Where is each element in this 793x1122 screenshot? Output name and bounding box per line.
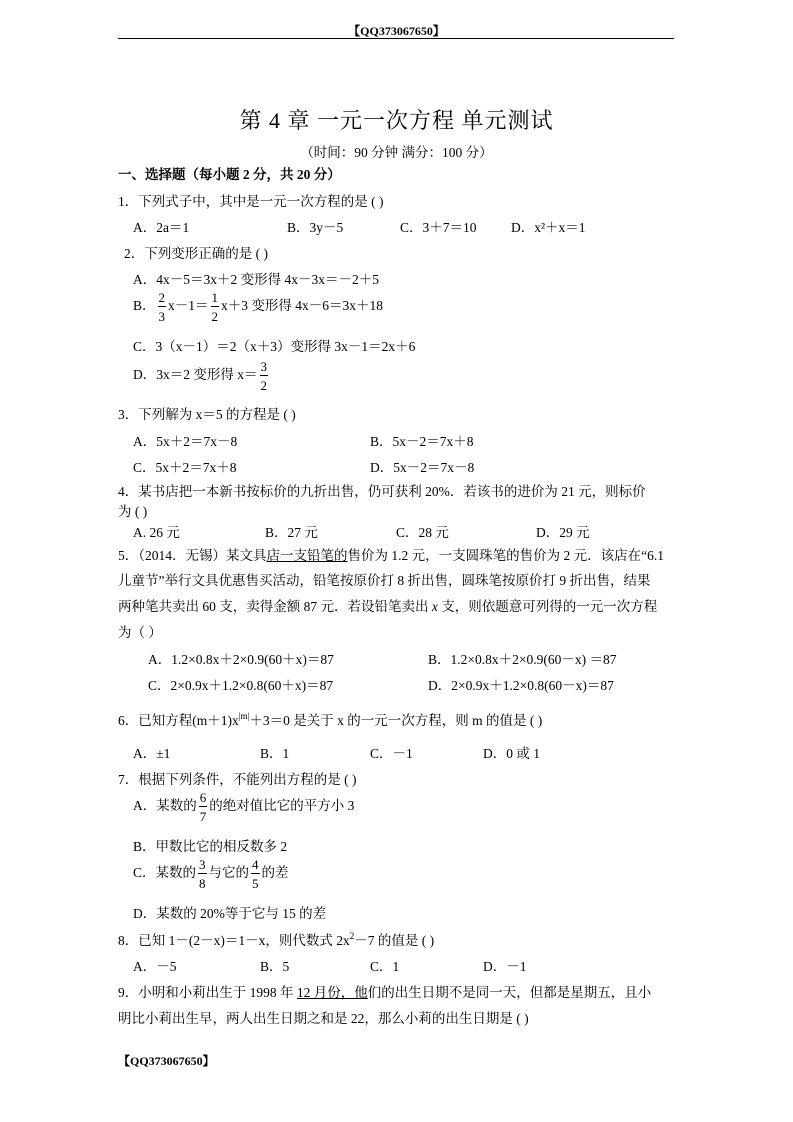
q2-option-b (133, 291, 383, 323)
question-8-stem (118, 929, 434, 949)
denominator: 3 (158, 309, 166, 324)
q9-stem-post: 们的出生日期不是同一天，但都是星期五，且小 (367, 985, 652, 1000)
question-5-stem-line-3 (118, 595, 657, 615)
q3-option-d: D．5x－2＝7x－8 (370, 460, 475, 475)
denominator: 2 (260, 378, 267, 393)
fraction (158, 291, 167, 323)
q3-option-b: B．5x－2＝7x＋8 (370, 434, 474, 449)
q8-option-a: A．－5 (133, 959, 177, 974)
header-divider (118, 38, 674, 39)
numerator: 3 (260, 359, 267, 374)
numerator: 2 (158, 290, 166, 305)
q5-option-c: C．2×0.9x＋1.2×0.8(60＋x)＝87 (148, 678, 334, 693)
q1-option-a: A．2a＝1 (133, 220, 190, 235)
fraction (251, 858, 260, 890)
fraction (199, 791, 208, 823)
q8-exponent: 2 (349, 931, 355, 941)
denominator: 2 (211, 309, 219, 324)
q2-option-d (133, 360, 270, 392)
q2-option-b-label: B． (133, 298, 156, 314)
question-5-stem-line-2: 儿童节”举行文具优惠售买活动，铅笔按原价打 8 折出售，圆珠笔按原价打 9 折出售，结果 (118, 573, 651, 588)
fraction (198, 858, 207, 890)
q9-stem-underlined: 12 月份，他 (296, 985, 368, 1000)
q5-line3-post: 支，则依题意可列得的一元一次方程 (437, 599, 658, 614)
q6-stem-pre: 6．已知方程(m＋1)x (118, 713, 239, 728)
exam-info: （时间：90 分钟 满分：100 分） (300, 145, 493, 160)
q6-stem-post: ＋3＝0 是关于 x 的一元一次方程，则 m 的值是 ( ) (249, 713, 543, 728)
numerator: 1 (211, 290, 219, 305)
q7-c-post: 的差 (261, 865, 289, 881)
q6-option-c: C．－1 (370, 746, 413, 761)
fraction (211, 291, 220, 323)
q4-option-a: A. 26 元 (133, 525, 180, 540)
q8-option-d: D．－1 (483, 959, 527, 974)
q8-stem-pre: 8．已知 1－(2－x)＝1－x，则代数式 2x (118, 933, 350, 948)
question-4-stem-line-2: 为 ( ) (118, 504, 148, 519)
q4-option-d: D．29 元 (536, 525, 590, 540)
q5-stem-post: 售价为 1.2 元，一支圆珠笔的售价为 2 元．该店在“6.1 (347, 548, 664, 563)
question-9-stem-line-1 (118, 981, 651, 1001)
page-footer: 【QQ373067650】 (118, 1054, 215, 1068)
q7-option-a (133, 791, 354, 823)
q2-option-b-tail: x＋3 变形得 4x－6＝3x＋18 (221, 298, 384, 314)
q8-option-b: B．5 (260, 959, 290, 974)
q7-option-d: D．某数的 20%等于它与 15 的差 (133, 906, 327, 921)
q5-stem-underlined: 店一支铅笔的 (266, 548, 348, 563)
q8-stem-post: －7 的值是 ( ) (354, 933, 435, 948)
q1-option-d: D．x²＋x＝1 (511, 220, 586, 235)
q7-c-pre: C．某数的 (133, 865, 197, 881)
q5-option-b: B．1.2×0.8x＋2×0.9(60－x) ＝87 (428, 652, 617, 667)
q1-option-c: C．3＋7＝10 (400, 220, 477, 235)
q5-stem-pre: 5．（2014．无锡）某文具 (118, 548, 267, 563)
q7-a-post: 的绝对值比它的平方小 3 (209, 798, 355, 814)
q2-option-c: C．3（x－1）＝2（x＋3）变形得 3x－1＝2x＋6 (133, 339, 416, 354)
question-5-stem-line-1 (118, 544, 664, 564)
fraction (260, 360, 269, 392)
q7-c-mid: 与它的 (208, 865, 250, 881)
question-4-stem-line-1: 4．某书店把一本新书按标价的九折出售，仍可获利 20%．若该书的进价为 21 元，则标价 (118, 484, 646, 499)
q6-option-a: A．±1 (133, 746, 171, 761)
q5-variable: x (431, 599, 438, 614)
q2-option-a: A．4x－5＝3x＋2 变形得 4x－3x＝－2＋5 (133, 272, 379, 287)
question-9-stem-line-2: 明比小莉出生早，两人出生日期之和是 22，那么小莉的出生日期是 ( ) (118, 1011, 529, 1026)
q5-line3-pre: 两种笔共卖出 60 支，卖得金额 87 元．若设铅笔卖出 (118, 599, 432, 614)
q2-option-d-label: D．3x＝2 变形得 x＝ (133, 367, 258, 383)
q2-option-b-mid: x－1＝ (168, 298, 209, 314)
page-header: 【QQ373067650】 (348, 24, 445, 38)
q1-option-b: B．3y－5 (287, 220, 344, 235)
denominator: 8 (199, 876, 206, 891)
q7-a-pre: A．某数的 (133, 798, 197, 814)
numerator: 3 (199, 857, 206, 872)
q4-option-c: C．28 元 (396, 525, 449, 540)
denominator: 7 (199, 809, 207, 824)
question-6-stem (118, 709, 542, 729)
q7-option-b: B．甲数比它的相反数多 2 (133, 839, 288, 854)
q5-option-a: A．1.2×0.8x＋2×0.9(60＋x)＝87 (148, 652, 334, 667)
q5-option-d: D．2×0.9x＋1.2×0.8(60－x)＝87 (428, 678, 614, 693)
q3-option-a: A．5x＋2＝7x－8 (133, 434, 238, 449)
q3-option-c: C．5x＋2＝7x＋8 (133, 460, 237, 475)
question-1-stem: 1．下列式子中，其中是一元一次方程的是 ( ) (118, 194, 384, 209)
q7-option-c (133, 858, 289, 890)
q6-exponent: |m| (238, 711, 250, 721)
q4-option-b: B．27 元 (265, 525, 318, 540)
q6-option-b: B．1 (260, 746, 290, 761)
q6-option-d: D．0 或 1 (483, 746, 540, 761)
section-heading: 一、选择题（每小题 2 分，共 20 分） (118, 167, 341, 182)
question-5-stem-line-4: 为（ ） (118, 625, 162, 640)
numerator: 4 (252, 857, 259, 872)
denominator: 5 (252, 876, 259, 891)
numerator: 6 (199, 790, 207, 805)
question-2-stem: 2．下列变形正确的是 ( ) (124, 246, 268, 261)
question-7-stem: 7．根据下列条件，不能列出方程的是 ( ) (118, 772, 357, 787)
page-title: 第 4 章 一元一次方程 单元测试 (239, 108, 554, 133)
question-3-stem: 3．下列解为 x＝5 的方程是 ( ) (118, 407, 296, 422)
q9-stem-pre: 9．小明和小莉出生于 1998 年 (118, 985, 297, 1000)
q8-option-c: C．1 (370, 959, 400, 974)
